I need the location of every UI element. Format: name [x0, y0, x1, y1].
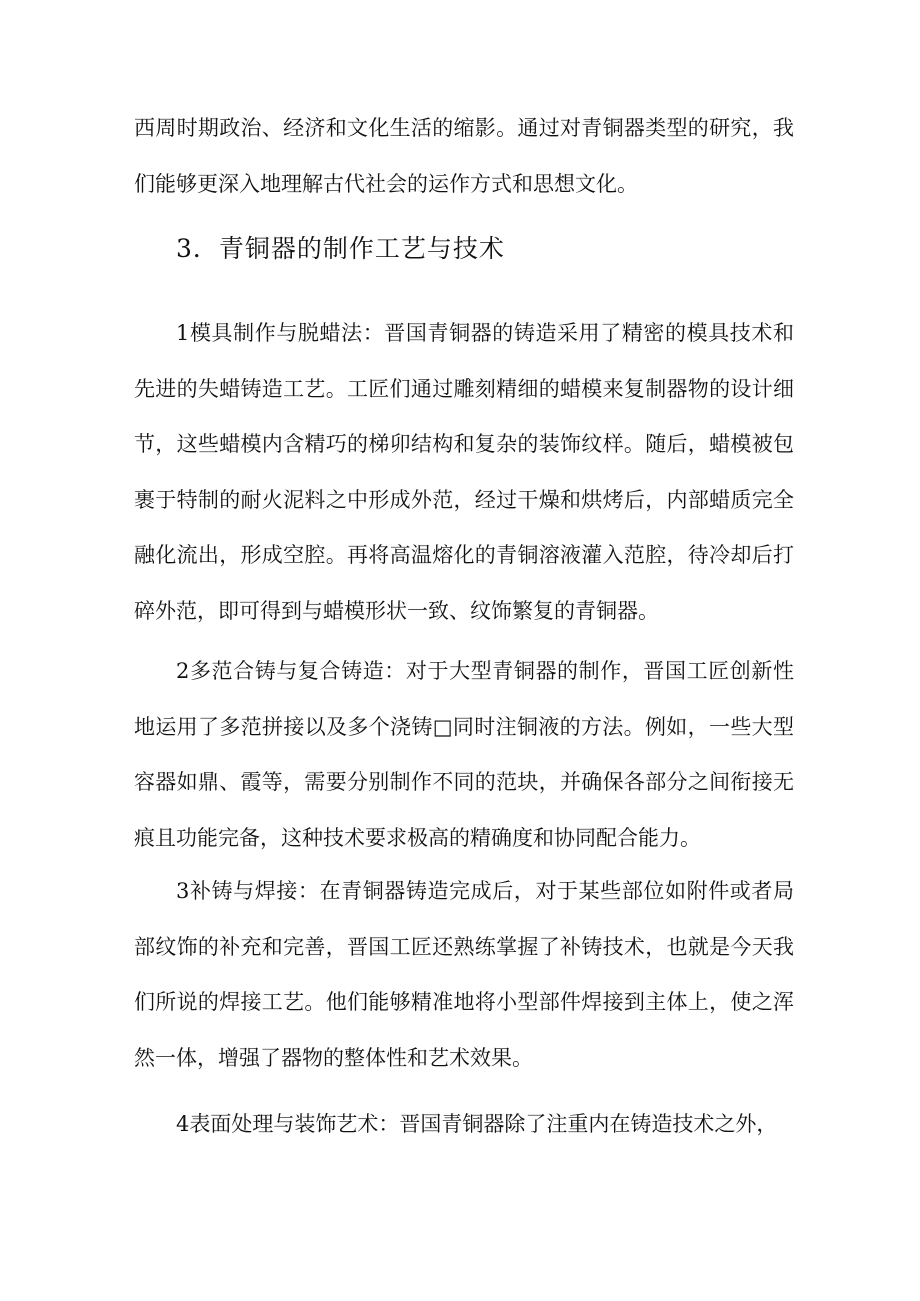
paragraph-mold-lost-wax: 1模具制作与脱蜡法：晋国青铜器的铸造采用了精密的模具技术和先进的失蜡铸造工艺。工匠们通过雕刻精细的蜡模来复制器物的设计细节，这些蜡模内含精巧的梯卯结构和复杂的装饰纹样。随后，蜡模被包裹于特制的耐火泥料之中形成外范，经过干燥和烘烤后，内部蜡质完全融化流出，形成空腔。再将高温熔化的青铜溶液灌入范腔，待冷却后打碎外范，即可得到与蜡模形状一致、纹饰繁复的青铜器。: [134, 321, 794, 623]
section-heading: 3．青铜器的制作工艺与技术: [176, 234, 505, 263]
paragraph-multi-mold-casting: 2多范合铸与复合铸造：对于大型青铜器的制作，晋国工匠创新性地运用了多范拼接以及多个浇铸□同时注铜液的方法。例如，一些大型容器如鼎、霞等，需要分别制作不同的范块，并确保各部分之间衔接无痕且功能完备，这种技术要求极高的精确度和协同配合能力。: [134, 659, 794, 850]
paragraph-intro-continuation: 西周时期政治、经济和文化生活的缩影。通过对青铜器类型的研究，我们能够更深入地理解古代社会的运作方式和思想文化。: [134, 116, 794, 196]
paragraph-repair-welding: 3补铸与焊接：在青铜器铸造完成后，对于某些部位如附件或者局部纹饰的补充和完善，晋国工匠还熟练掌握了补铸技术，也就是今天我们所说的焊接工艺。他们能够精准地将小型部件焊接到主体上，使之浑然一体，增强了器物的整体性和艺术效果。: [134, 879, 794, 1070]
paragraph-surface-decoration: 4表面处理与装饰艺术：晋国青铜器除了注重内在铸造技术之外，: [176, 1112, 778, 1136]
